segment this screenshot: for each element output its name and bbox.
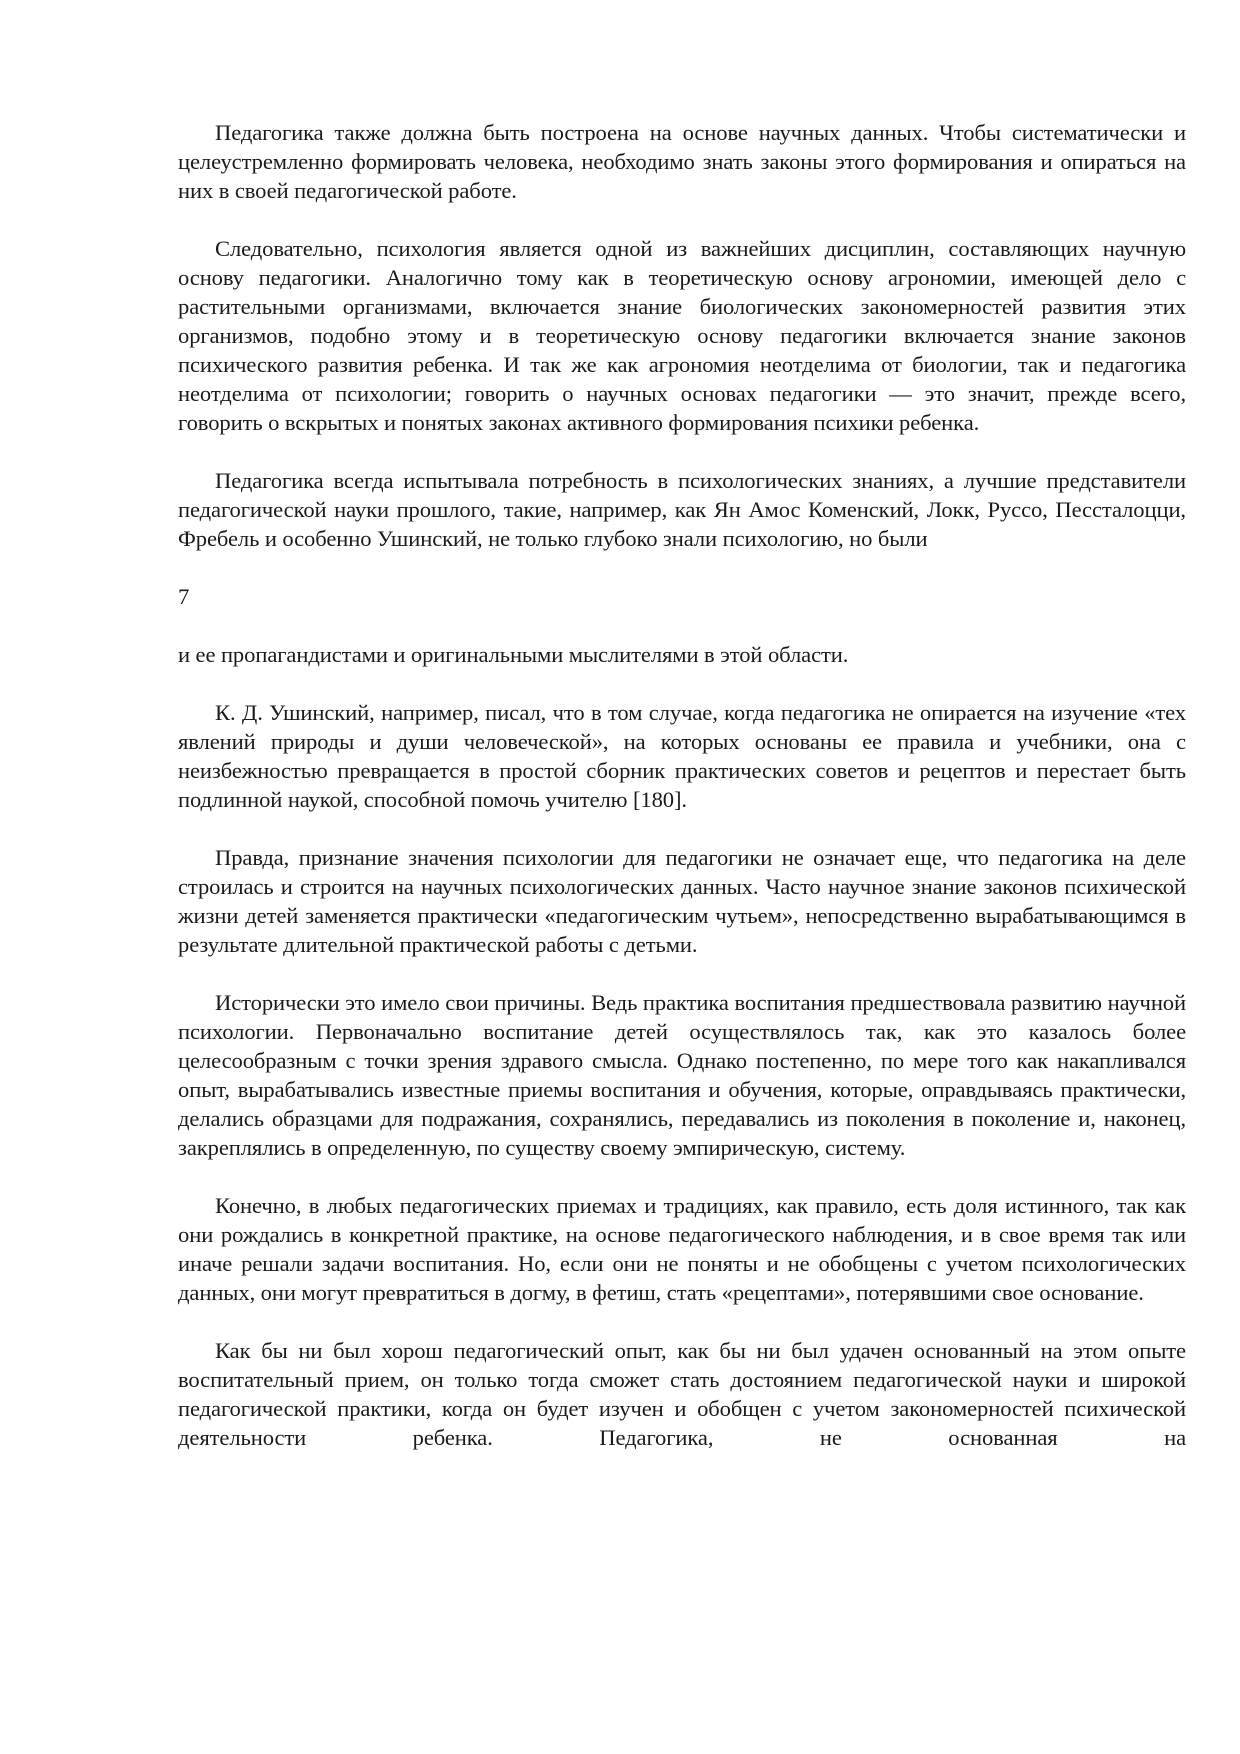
continuation-line: и ее пропагандистами и оригинальными мыслителями в этой области.: [178, 642, 849, 667]
page-number: 7: [178, 584, 190, 609]
paragraph-1: Педагогика также должна быть построена на основе научных данных. Чтобы систематически и целеустремленно формировать человека, необходимо знать законы этого формирования и опираться на них в своей педагогической работе.: [178, 120, 1186, 203]
paragraph-5: Правда, признание значения психологии для педагогики не означает еще, что педагогика на деле строилась и строится на научных психологических данных. Часто научное знание законов психической жизни детей заменяется практически «педагогическим чутьем», непосредственно вырабатывающимся в результате длительной практической работы с детьми.: [178, 845, 1186, 957]
paragraph-7: Конечно, в любых педагогических приемах и традициях, как правило, есть доля истинного, так как они рождались в конкретной практике, на основе педагогического наблюдения, и в свое время так или иначе решали задачи воспитания. Но, если они не поняты и не обобщены с учетом психологических данных, они могут превратиться в догму, в фетиш, стать «рецептами», потерявшими свое основание.: [178, 1193, 1186, 1305]
paragraph-8: Как бы ни был хорош педагогический опыт, как бы ни был удачен основанный на этом опыте воспитательный прием, он только тогда сможет стать достоянием педагогической науки и широкой педагогической практики, когда он будет изучен и обобщен с учетом закономерностей психической деятельности ребенка. Педагогика, не основанная на: [178, 1338, 1186, 1450]
paragraph-4: К. Д. Ушинский, например, писал, что в том случае, когда педагогика не опирается на изучение «тех явлений природы и души человеческой», на которых основаны ее правила и учебники, она с неизбежностью превращается в простой сборник практических советов и рецептов и перестает быть подлинной наукой, способной помочь учителю [180].: [178, 700, 1186, 812]
paragraph-6: Исторически это имело свои причины. Ведь практика воспитания предшествовала развитию научной психологии. Первоначально воспитание детей осуществлялось так, как это казалось более целесообразным с точки зрения здравого смысла. Однако постепенно, по мере того как накапливался опыт, вырабатывались известные приемы воспитания и обучения, которые, оправдываясь практически, делались образцами для подражания, сохранялись, передавались из поколения в поколение и, наконец, закреплялись в определенную, по существу своему эмпирическую, систему.: [178, 990, 1186, 1160]
paragraph-2: Следовательно, психология является одной из важнейших дисциплин, составляющих научную основу педагогики. Аналогично тому как в теоретическую основу агрономии, имеющей дело с растительными организмами, включается знание биологических закономерностей развития этих организмов, подобно этому и в теоретическую основу педагогики включается знание законов психического развития ребенка. И так же как агрономия неотделима от биологии, так и педагогика неотделима от психологии; говорить о научных основах педагогики — это значит, прежде всего, говорить о вскрытых и понятых законах активного формирования психики ребенка.: [178, 236, 1186, 435]
document-page: [178, 118, 1186, 1452]
paragraph-3: Педагогика всегда испытывала потребность в психологических знаниях, а лучшие представители педагогической науки прошлого, такие, например, как Ян Амос Коменский, Локк, Руссо, Пессталоцци, Фребель и особенно Ушинский, не только глубоко знали психологию, но были: [178, 468, 1186, 551]
